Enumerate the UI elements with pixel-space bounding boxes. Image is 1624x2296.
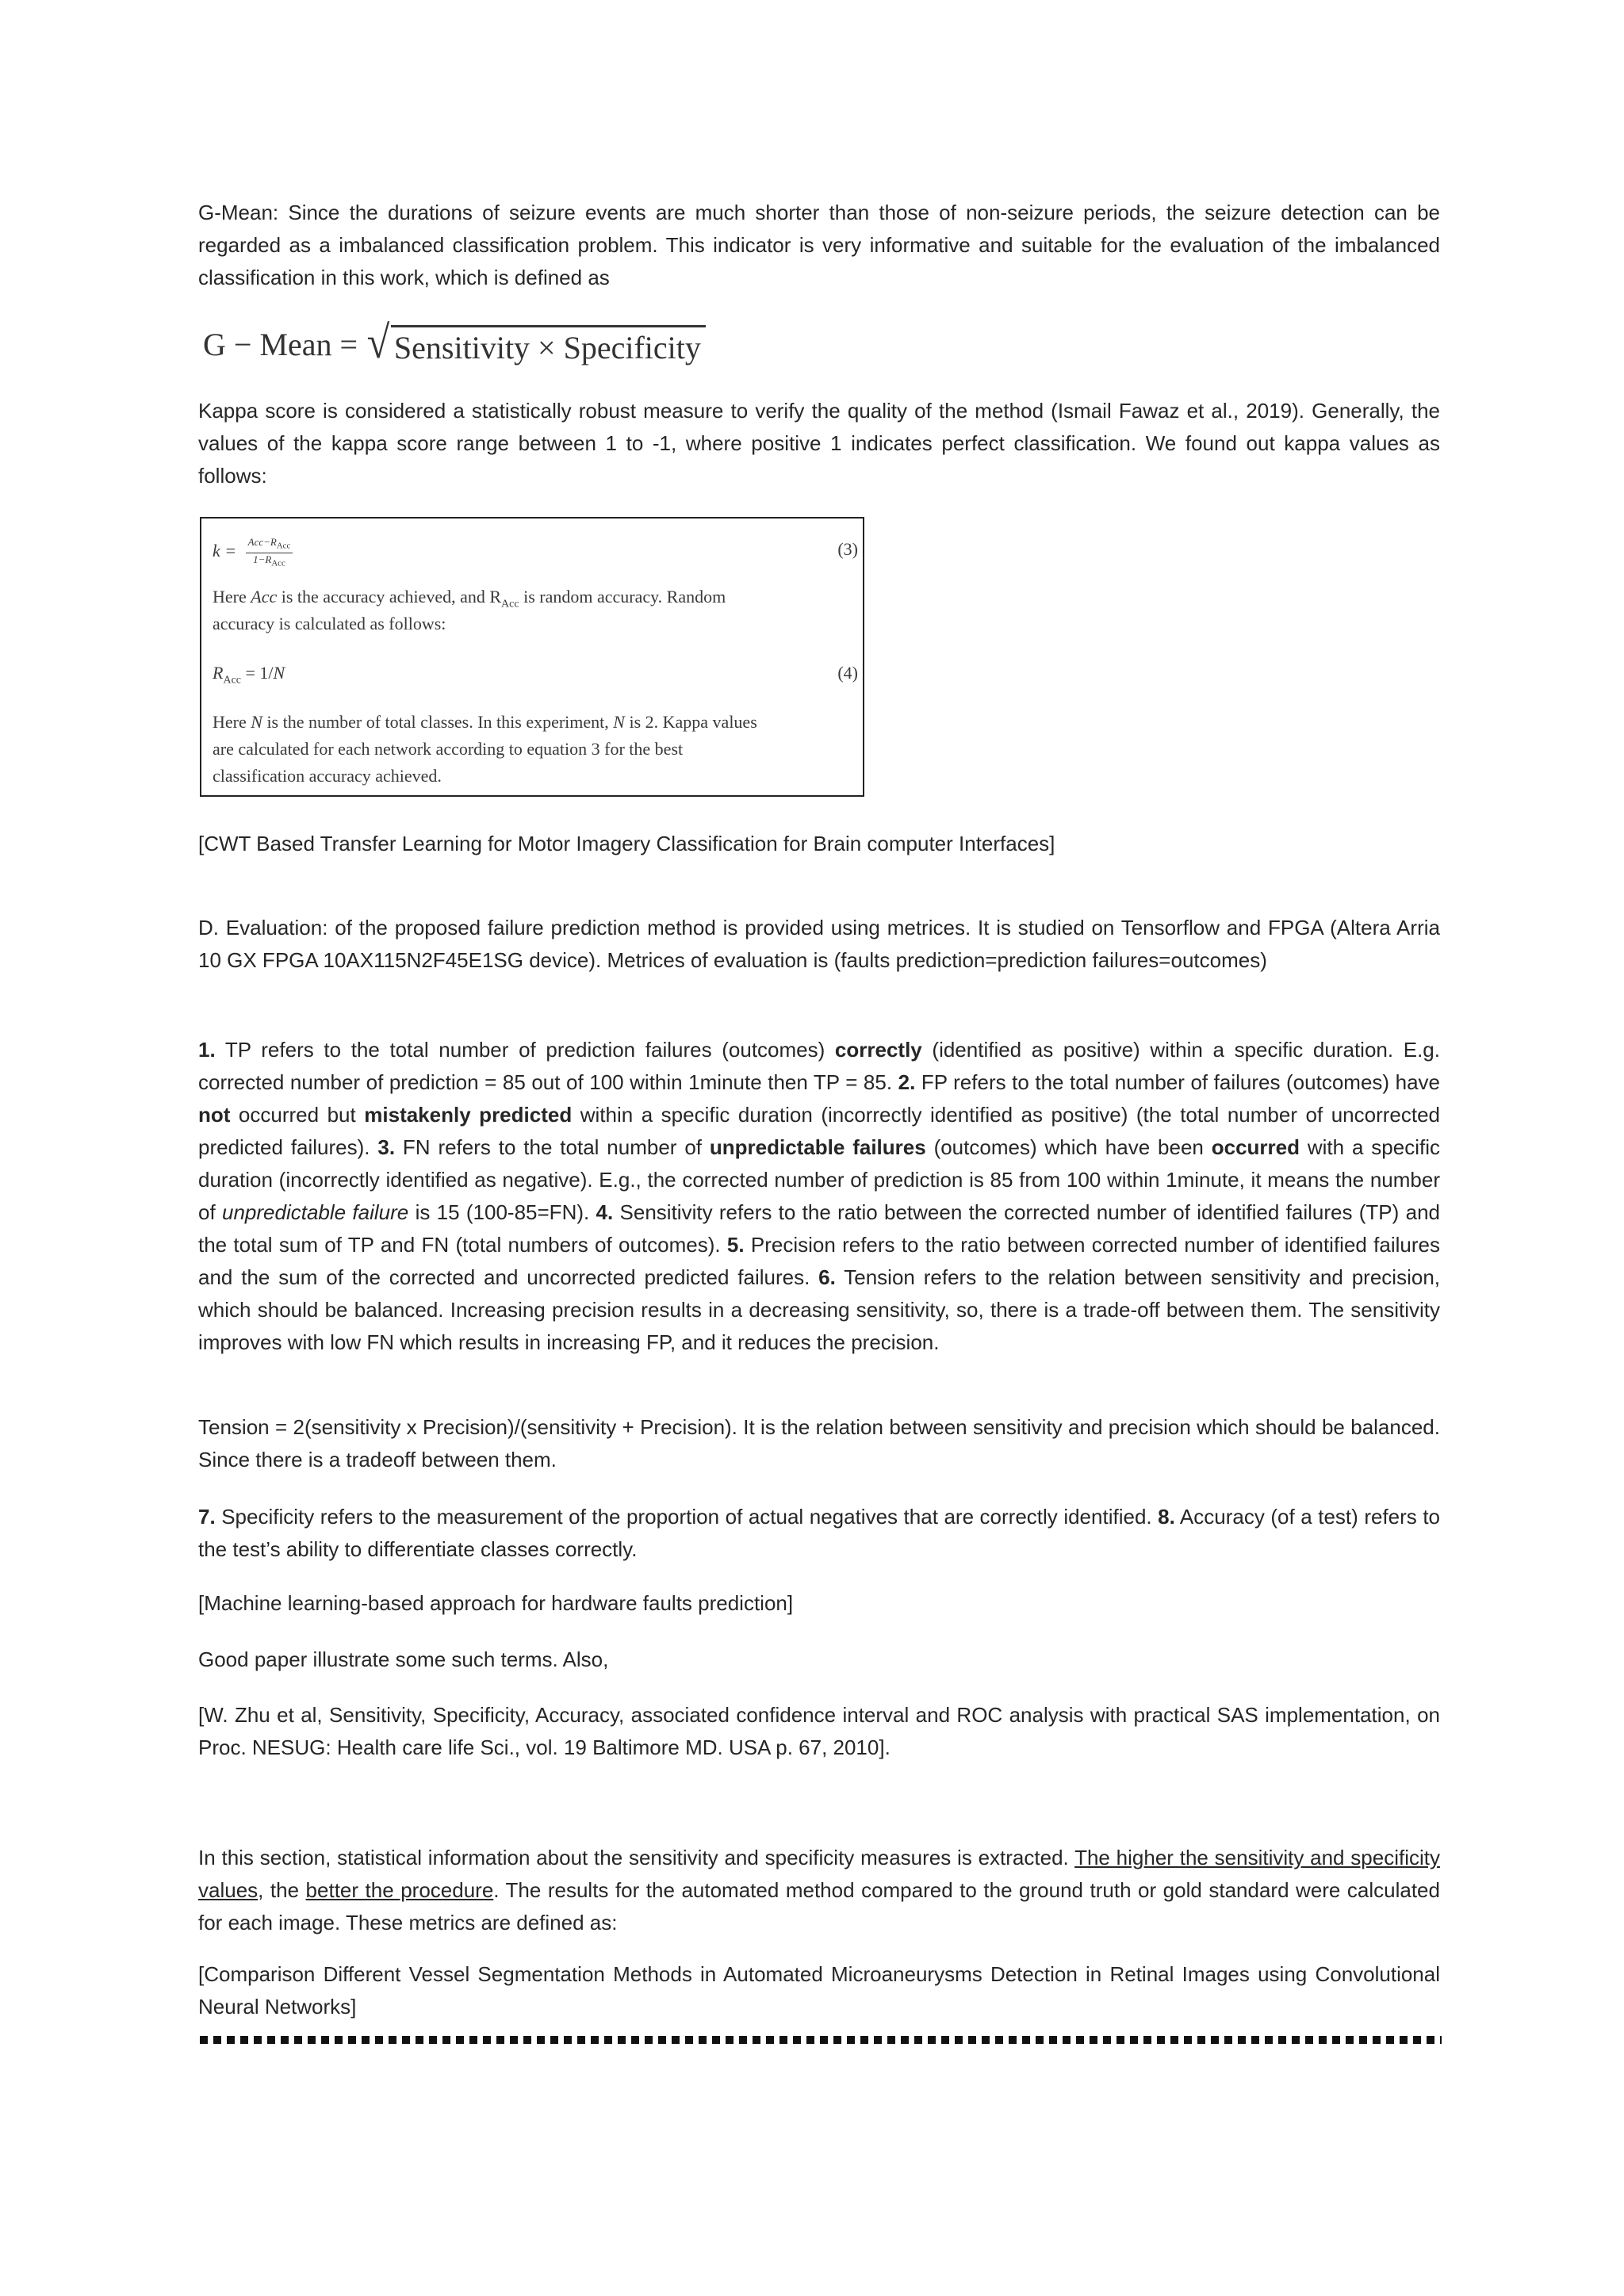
figure-text-line-3: [213, 709, 858, 736]
figure-text-line-4: are calculated for each network according to equation 3 for the best: [213, 739, 684, 759]
metric-text: Specificity refers to the measurement of the proportion of actual negatives that are correctly identified.: [215, 1505, 1159, 1529]
metric-number: 2.: [898, 1070, 916, 1094]
metric-bold: mistakenly predicted: [364, 1103, 573, 1127]
metric-number: 4.: [596, 1200, 614, 1224]
eq3-denominator: 1−R: [253, 553, 272, 565]
metric-text: Tension refers to the relation between sensitivity and precision, which should be balanced. Increasing precision results in a decreasing sensitivity, so, there is a trade-off between them. The sensitivity improves with low FN which results in increasing FP, and it reduces the precision.: [198, 1265, 1440, 1354]
eq3-denominator-sub: Acc: [271, 558, 285, 568]
equation-3: [213, 536, 858, 569]
metric-text: (outcomes) which have been: [925, 1135, 1212, 1159]
metric-number: 5.: [726, 1233, 745, 1257]
metric-text: Sensitivity refers to the ratio between the corrected number of identified failures (TP) and the total sum of TP and FN (total numbers of outcomes).: [198, 1200, 1440, 1257]
metric-number: 1.: [198, 1038, 216, 1062]
fig-text-italic: N: [251, 712, 262, 732]
fig-text: is the accuracy achieved, and R: [277, 587, 502, 607]
fig-text: is the number of total classes. In this experiment,: [262, 712, 614, 732]
gmean-formula: [203, 316, 706, 368]
eq4-number: (4): [837, 663, 858, 683]
metric-bold: not: [198, 1103, 231, 1127]
metric-text: occurred but: [230, 1103, 365, 1127]
fig-text-sub: Acc: [501, 598, 519, 610]
equation-4: [213, 660, 858, 694]
gmean-formula-radicand: Sensitivity × Specificity: [391, 325, 706, 366]
metric-bold: unpredictable failures: [709, 1135, 926, 1159]
metric-number: 3.: [377, 1135, 396, 1159]
metric-text: Precision refers to the ratio between corrected number of identified failures and the sum of the corrected and uncorrected predicted failures.: [198, 1233, 1440, 1289]
eq4-r: R: [213, 663, 224, 683]
stat-text: , the: [258, 1878, 306, 1902]
reference-cwt: [CWT Based Transfer Learning for Motor Imagery Classification for Brain computer Interfaces]: [198, 832, 1055, 855]
eq4-rhs: = 1/: [241, 663, 274, 683]
eq3-numerator-sub: Acc: [276, 541, 291, 551]
gmean-paragraph: G-Mean: Since the durations of seizure events are much shorter than those of non-seizure periods, the seizure detection can be regarded as a imbalanced classification problem. This indicator is very informative and suitable for the evaluation of the imbalanced classification in this work, which is defined as: [198, 201, 1440, 289]
figure-text-line-2: accuracy is calculated as follows:: [213, 614, 446, 633]
square-root: [366, 316, 706, 368]
metric-italic: unpredictable failure: [222, 1200, 409, 1224]
metric-text: TP refers to the total number of prediction failures (outcomes): [215, 1038, 835, 1062]
figure-text-line-5: classification accuracy achieved.: [213, 766, 442, 786]
kappa-equation-figure: [200, 517, 864, 797]
fig-text: is random accuracy. Random: [519, 587, 726, 607]
metric-bold: occurred: [1211, 1135, 1300, 1159]
metric-text: Accuracy (of a test) refers to the test’s ability to differentiate classes correctly.: [198, 1505, 1441, 1561]
stat-text: . The results for the automated method compared to the ground truth or gold standard were calculated for each image. These metrics are defined as:: [198, 1878, 1440, 1934]
statistics-paragraph: [198, 1842, 1440, 1939]
fig-text: is 2. Kappa values: [624, 712, 757, 732]
fig-text: Here: [213, 712, 251, 732]
metric-text: (identified as positive) within a specific duration. E.g. corrected number of prediction = 85 out of 100 within 1minute then TP = 85.: [198, 1038, 1440, 1094]
reference-ml-faults: [Machine learning-based approach for hardware faults prediction]: [198, 1591, 794, 1615]
metric-number: 6.: [818, 1265, 836, 1289]
stat-underlined: better the procedure: [305, 1878, 494, 1902]
eq4-n: N: [273, 663, 285, 683]
metric-text: FP refers to the total number of failures (outcomes) have: [915, 1070, 1440, 1094]
eq4-sub: Acc: [223, 674, 241, 687]
metric-number: 7.: [198, 1505, 216, 1529]
fig-text-italic: N: [613, 712, 625, 732]
reference-vessel-segmentation: [Comparison Different Vessel Segmentation Methods in Automated Microaneurysms Detection in Retinal Images using Convolutional Neural Networks]: [198, 1962, 1440, 2019]
good-paper-line: Good paper illustrate some such terms. Also,: [198, 1647, 609, 1671]
specificity-paragraph: [198, 1501, 1440, 1566]
evaluation-paragraph: D. Evaluation: of the proposed failure prediction method is provided using metrices. It is studied on Tensorflow and FPGA (Altera Arria 10 GX FPGA 10AX115N2F45E1SG device). Metrices of evaluation is (faults prediction=prediction failures=outcomes): [198, 916, 1440, 972]
kappa-paragraph: Kappa score is considered a statistically robust measure to verify the quality of the method (Ismail Fawaz et al., 2019). Generally, the values of the kappa score range between 1 to -1, where positive 1 indicates perfect classification. We found out kappa values as follows:: [198, 399, 1440, 488]
reference-zhu: [W. Zhu et al, Sensitivity, Specificity, Accuracy, associated confidence interval and ROC analysis with practical SAS implementation, on Proc. NESUG: Health care life Sci., vol. 19 Baltimore MD. USA p. 67, 2010].: [198, 1703, 1440, 1759]
metric-bold: correctly: [834, 1038, 922, 1062]
tension-paragraph: Tension = 2(sensitivity x Precision)/(sensitivity + Precision). It is the relation between sensitivity and precision which should be balanced. Since there is a tradeoff between them.: [198, 1415, 1440, 1471]
radical-sign-icon: √: [366, 316, 390, 368]
metric-text: within a specific duration (incorrectly identified as positive) (the total number of uncorrected predicted failures).: [198, 1103, 1441, 1159]
stat-text: In this section, statistical information about the sensitivity and specificity measures is extracted.: [198, 1846, 1075, 1869]
metric-number: 8.: [1158, 1505, 1175, 1529]
dashed-separator: [200, 2036, 1442, 2044]
eq3-lhs: k =: [213, 541, 237, 561]
eq3-number: (3): [837, 539, 858, 559]
stat-underlined: The higher the sensitivity and specificity values: [198, 1846, 1440, 1902]
metric-text: with a specific duration (incorrectly identified as negative). E.g., the corrected number of prediction is 85 from 100 within 1minute, it means the number of: [198, 1135, 1440, 1224]
metric-text: is 15 (100-85=FN).: [408, 1200, 596, 1224]
eq3-numerator: Acc−R: [247, 536, 277, 548]
fig-text: Here: [213, 587, 251, 607]
metric-text: FN refers to the total number of: [395, 1135, 710, 1159]
gmean-formula-lhs: G − Mean =: [203, 326, 358, 362]
fig-text-italic: Acc: [251, 587, 278, 607]
eq3-fraction: [246, 536, 293, 569]
metrics-paragraph: [198, 1034, 1440, 1359]
